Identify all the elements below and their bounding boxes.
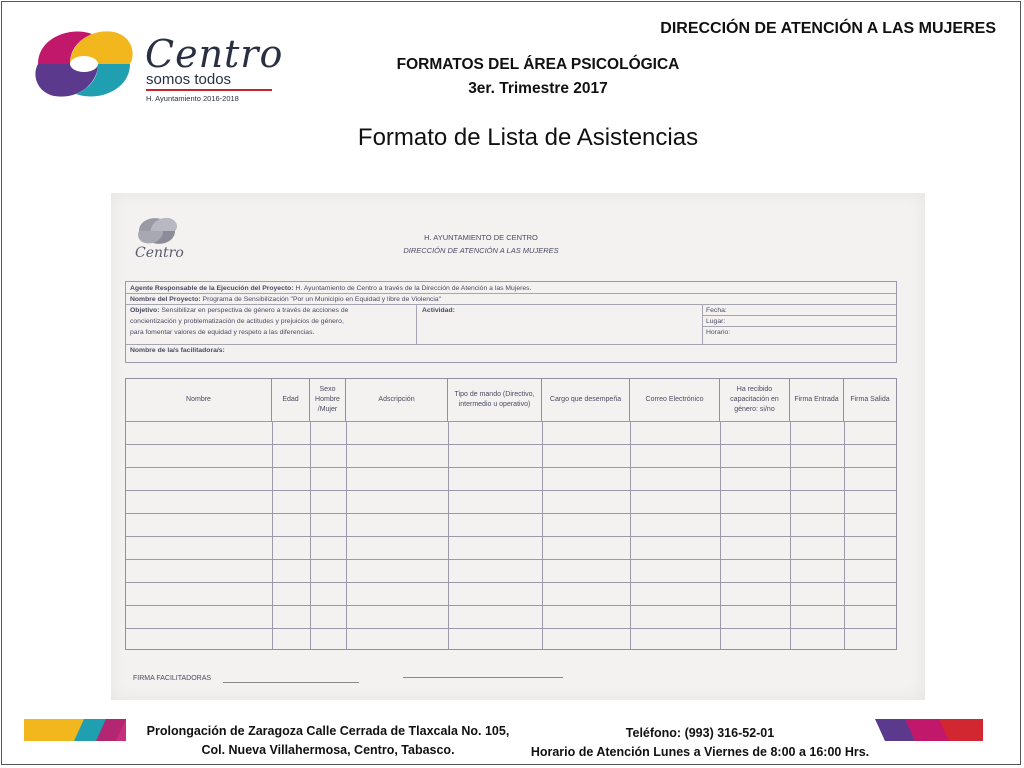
agent-row [130,285,531,292]
footer-ribbon-right-icon [875,717,983,743]
column-line [720,421,721,649]
signature-label: FIRMA FACILITADORAS [133,675,212,682]
scan-header-ayuntamiento: H. AYUNTAMIENTO DE CENTRO [424,233,538,242]
phone-text: Teléfono: (993) 316-52-01 [625,726,775,740]
agent-value: H. Ayuntamiento de Centro a través de la Dirección de Atención a las Mujeres. [295,285,532,292]
project-info-block [125,281,897,363]
column-line [844,421,845,649]
row-divider [126,304,896,305]
column-divider [416,304,417,344]
logo-tagline: somos todos [146,71,232,88]
col-header-sexo: Sexo Hombre /Mujer [310,379,346,421]
centro-emblem-icon [135,215,181,247]
scan-header-direction: DIRECCIÓN DE ATENCIÓN A LAS MUJERES [403,246,559,255]
row-divider [126,344,896,345]
row-divider [126,293,896,294]
footer-ribbon-left-icon [24,717,126,743]
col-header-cargo: Cargo que desempeña [542,379,630,421]
date-label: Fecha: [706,307,727,314]
row-divider [703,326,896,327]
objective-line-1: Sensibilizar en perspectiva de género a través de acciones de [161,307,349,314]
address-line-1: Prolongación de Zaragoza Calle Cerrada de Tlaxcala No. 105, [146,724,510,738]
footer-contact [520,724,880,762]
signature-line [223,682,359,683]
col-header-correo: Correo Electrónico [630,379,720,421]
objective-line-3: para fomentar valores de equidad y respeto a las diferencias. [130,329,315,336]
place-label: Lugar: [706,318,726,325]
centro-logo [30,24,290,106]
column-divider [702,304,703,344]
trimester-heading: 3er. Trimestre 2017 [468,80,608,97]
scanned-attendance-form [111,193,925,700]
logo-subtitle: H. Ayuntamiento 2016-2018 [146,94,239,103]
column-line [272,421,273,649]
table-row [126,628,896,629]
logo-wordmark: Centro [145,32,284,76]
logo-divider [146,89,272,91]
col-header-capacitacion: Ha recibido capacitación en género: si/no [720,379,790,421]
address-line-2: Col. Nueva Villahermosa, Centro, Tabasco. [201,743,455,757]
area-heading: FORMATOS DEL ÁREA PSICOLÓGICA [396,56,680,73]
time-label: Horario: [706,329,731,336]
signature-line [403,677,563,678]
row-divider [703,315,896,316]
objective-label: Objetivo: [130,307,160,314]
project-label: Nombre del Proyecto: [130,296,201,303]
attendance-table [125,378,897,650]
hours-text: Horario de Atención Lunes a Viernes de 8:00 a 16:00 Hrs. [530,745,870,759]
table-row [126,536,896,537]
column-line [542,421,543,649]
facilitator-label: Nombre de la/s facilitadora/s: [130,347,225,354]
table-row [126,490,896,491]
col-header-nombre: Nombre [126,379,272,421]
objective-line-2: concientización y problematización de actitudes y prejuicios de género, [130,318,344,325]
footer-address [130,722,526,760]
objective-row [130,307,348,314]
centro-emblem-icon [30,24,138,106]
col-header-tipo-mando: Tipo de mando (Directivo, intermedio u operativo) [448,379,542,421]
column-line [310,421,311,649]
scan-logo [135,215,193,263]
project-row [130,296,441,303]
column-line [448,421,449,649]
scan-logo-wordmark: Centro [135,245,184,261]
department-heading: DIRECCIÓN DE ATENCIÓN A LAS MUJERES [660,20,996,37]
table-row [126,582,896,583]
column-line [630,421,631,649]
table-row [126,421,896,422]
table-row [126,513,896,514]
col-header-firma-salida: Firma Salida [850,396,890,403]
table-row [126,605,896,606]
column-line [346,421,347,649]
col-header-adscripcion: Adscripción [346,379,448,421]
table-row [126,467,896,468]
project-value: Programa de Sensibilización "Por un Municipio en Equidad y libre de Violencia" [202,296,442,303]
agent-label: Agente Responsable de la Ejecución del Proyecto: [130,285,294,292]
col-header-edad: Edad [272,379,310,421]
table-row [126,444,896,445]
column-line [790,421,791,649]
activity-label: Actividad: [422,307,455,314]
page-title: Formato de Lista de Asistencias [357,124,699,151]
col-header-firma-entrada: Firma Entrada [790,379,844,421]
table-row [126,559,896,560]
